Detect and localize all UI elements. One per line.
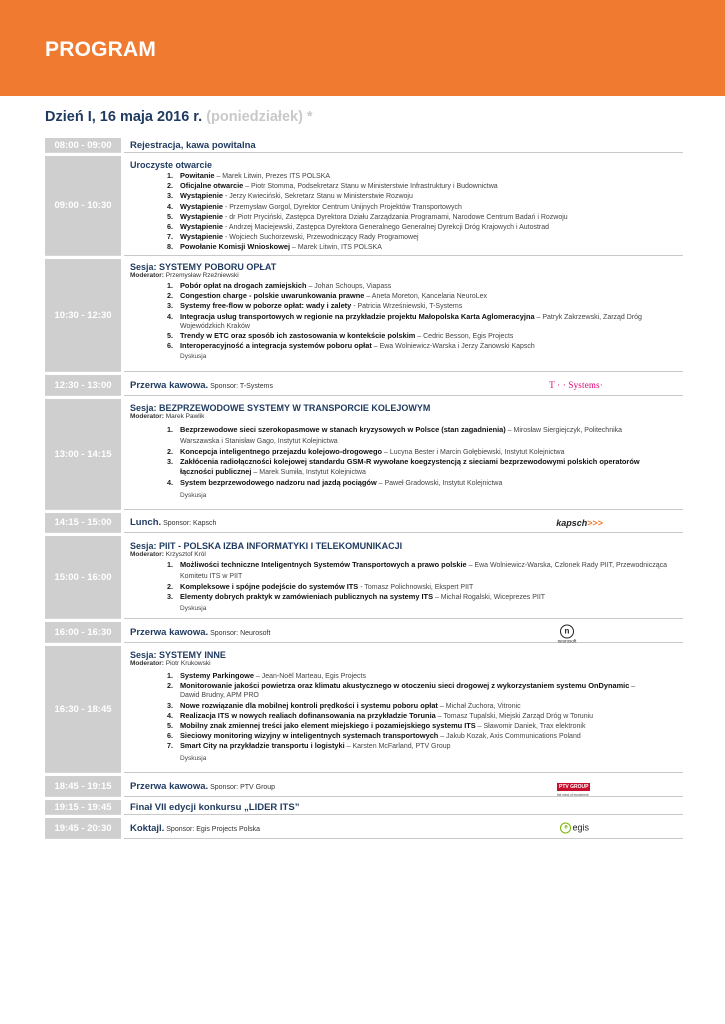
item-title: System bezprzewodowego nadzoru nad jazdą pociągów [180,477,377,487]
item-speaker: – Michał Żuchora, Vitronic [437,702,521,710]
schedule-row-coffee-break-1 [45,375,683,396]
row-content [124,776,683,797]
time-slot: 19:45 - 20:30 [45,818,121,839]
list-item [130,191,683,201]
item-number: 1. [167,281,173,290]
discussion-label: Dyskusja [180,754,207,762]
list-item [130,181,683,191]
list-item [130,281,683,291]
session-title: Sesja: SYSTEMY INNE [130,650,226,660]
item-speaker: – Michał Rogalski, Wiceprezes PIIT [433,594,546,602]
session-title: Uroczyste otwarcie [130,160,213,170]
sponsor-text: Sponsor: Kapsch [161,520,217,527]
egis-logo [560,822,589,833]
item-number: 7. [167,741,173,751]
schedule-row-opening [45,156,683,256]
item-number: 5. [167,211,173,221]
row-title: Rejestracja, kawa powitalna [130,140,256,151]
item-title: Realizacja ITS w nowych realiach dofinansowania na przykładzie Torunia [180,710,436,720]
list-item [130,457,683,477]
page-title: PROGRAM [45,38,157,61]
item-speaker: – Marek Litwin, Prezes ITS POLSKA [214,173,331,180]
break-title: Przerwa kawowa. [130,380,209,391]
item-speaker: – Sławomir Daniek, Trax elektronik [475,723,586,731]
kapsch-logo-text: kapsch [556,517,588,528]
list-item [130,447,683,457]
ptv-group-logo [557,775,593,797]
item-title: Wystąpienie [180,232,223,242]
time-slot: 18:45 - 19:15 [45,776,121,797]
moderator-label: Moderator: [130,660,164,667]
row-content [124,156,683,256]
list-item [130,171,683,181]
schedule-row-rail-session [45,399,683,510]
item-title: Powołanie Komisji Wnioskowej [180,242,291,252]
item-speaker: – Lucyna Bester i Marcin Gołębiewski, Instytut Kolejnictwa [382,449,565,456]
time-slot: 15:00 - 16:00 [45,536,121,619]
item-title: Nowe rozwiązanie dla mobilnej kontroli prędkości i systemu poboru opłat [180,700,438,710]
item-speaker: – Jean-Noël Marteau, Egis Projects [253,673,367,680]
item-title: Koncepcja inteligentnego przejazdu kolejowo-drogowego [180,447,383,456]
list-item [130,582,683,592]
item-title: Kompleksowe i spójne podejście do systemów ITS [180,582,359,591]
time-slot: 16:30 - 18:45 [45,646,121,773]
item-speaker: - Andrzej Maciejewski, Zastępca Dyrektora Generalnego Generalnej Dyrekcji Dróg Krajowych i Autostrad [223,224,550,232]
row-content [124,622,683,643]
sponsor-text: Sponsor: T-Systems [208,383,273,390]
list-item [130,711,683,721]
item-speaker: – Dawid Brudny, APM PRO [180,683,636,700]
item-number: 2. [167,181,173,191]
row-content [124,399,683,510]
agenda-list [130,281,683,351]
item-speaker: – Ewa Wolniewicz-Warska, Członek Rady PIIT, Przewodnicząca Komitetu ITS w PIIT [180,562,668,580]
list-item [130,331,683,341]
schedule-row-registration [45,138,683,153]
item-number: 5. [167,331,173,341]
item-number: 2. [167,291,173,301]
moderator [130,660,683,668]
schedule-row-final [45,800,683,815]
item-speaker: – Jakub Kozak, Axis Communications Poland [438,733,581,741]
agenda-list [130,671,683,752]
time-slot: 09:00 - 10:30 [45,156,121,256]
session-title: Sesja: BEZPRZEWODOWE SYSTEMY W TRANSPORCIE KOLEJOWYM [130,403,431,413]
item-number: 7. [167,232,173,242]
item-title: Oficjalne otwarcie [180,181,244,191]
header-banner [0,0,725,96]
sponsor-text: Sponsor: PTV Group [208,784,276,791]
row-title [130,626,683,640]
time-slot: 14:15 - 15:00 [45,513,121,533]
moderator-name: Marek Pawlik [163,413,205,420]
list-item [130,232,683,242]
row-content [124,646,683,773]
neurosoft-logo-text: neurosoft [557,638,577,644]
item-number: 2. [167,582,173,591]
item-title: Wystąpienie [180,201,223,211]
item-title: Smart City na przykładzie transportu i logistyki [180,741,345,751]
egis-logo-text: egis [572,822,589,833]
kapsch-arrows-icon: >>> [587,517,603,528]
break-title: Koktajl. [130,823,165,834]
item-number: 1. [167,425,173,434]
item-title: Zakłócenia radiołączności kolejowej standardu GSM-R wywołane koegzystencją z sieciami bezprzewodowymi polskich operatorów łączności publicznej [180,457,640,477]
session-title: Sesja: SYSTEMY POBORU OPŁAT [130,262,277,272]
list-item [130,721,683,731]
list-item [130,312,683,331]
schedule-table [45,138,683,842]
item-number: 1. [167,560,173,569]
item-number: 5. [167,721,173,731]
item-number: 6. [167,222,173,232]
item-speaker: - Wojciech Suchorzewski, Przewodniczący Rady Programowej [223,234,419,242]
item-title: Monitorowanie jakości powietrza oraz klimatu akustycznego w otoczeniu sieci drogowej z wykorzystaniem systemu OnDynamic [180,681,630,691]
schedule-row-cocktail [45,818,683,839]
item-title: Integracja usług transportowych w regionie na przykładzie projektu Małopolska Karta Aglomeracyjna [180,311,535,321]
item-speaker: – Mirosław Siergiejczyk, Politechnika Warszawska i Stanisław Gago, Instytut Kolejnictwa [180,427,623,445]
time-slot: 19:15 - 19:45 [45,800,121,815]
list-item [130,291,683,301]
item-number: 4. [167,710,173,720]
item-number: 1. [167,171,173,180]
item-number: 3. [167,592,173,602]
list-item [130,701,683,711]
agenda-list [130,424,683,488]
time-slot: 12:30 - 13:00 [45,375,121,396]
moderator-name: Przemysław Rzeźniewski [163,272,239,279]
item-title: Pobór opłat na drogach zamiejskich [180,281,307,290]
list-item [130,681,683,700]
moderator [130,272,683,280]
row-content [124,375,683,396]
break-title: Lunch. [130,517,162,528]
list-item [130,478,683,488]
item-number: 4. [167,477,173,487]
item-title: Wystąpienie [180,222,223,232]
day-title: Dzień I, 16 maja 2016 r. [45,109,203,125]
time-slot: 13:00 - 14:15 [45,399,121,510]
ptv-logo-box: PTV GROUP [559,784,589,790]
moderator-label: Moderator: [130,551,164,558]
item-title: Możliwości techniczne Inteligentnych Systemów Transportowych a prawo polskie [180,560,467,569]
row-title: Finał VII edycji konkursu „LIDER ITS” [130,802,300,813]
moderator-name: Krzysztof Król [163,551,206,558]
item-speaker: - dr Piotr Pryciński, Zastępca Dyrektora Działu Zarządzania Programami, Narodowe Centrum Badań i Rozwoju [223,213,568,221]
item-title: Sieciowy monitoring wizyjny w inteligentnych systemach transportowych [180,731,439,741]
moderator [130,551,683,559]
list-item [130,592,683,602]
item-number: 3. [167,700,173,710]
item-speaker: - Jerzy Kwieciński, Sekretarz Stanu w Ministerstwie Rozwoju [223,193,413,201]
list-item [130,671,683,681]
list-item [130,242,683,252]
list-item [130,222,683,232]
moderator-name: Piotr Krukowski [163,660,211,667]
item-speaker: – Paweł Gradowski, Instytut Kolejnictwa [376,479,503,487]
item-number: 8. [167,242,173,252]
schedule-row-coffee-break-2 [45,622,683,643]
item-title: Trendy w ETC oraz sposób ich zastosowania w kontekście polskim [180,331,416,341]
row-content [124,818,683,839]
item-title: Elementy dobrych praktyk w zamówieniach publicznych na systemy ITS [180,592,434,602]
time-slot: 10:30 - 12:30 [45,259,121,372]
list-item [130,560,683,582]
egis-icon: e [560,823,571,834]
agenda-list [130,171,683,253]
item-speaker: - Przemysław Gorgol, Dyrektor Centrum Unijnych Projektów Transportowych [223,203,462,211]
time-slot: 16:00 - 16:30 [45,622,121,643]
row-content [124,536,683,619]
item-number: 2. [167,681,173,691]
item-speaker: – Marek Sumiła, Instytut Kolejnictwa [251,469,366,477]
item-speaker: – Aneta Moreton, Kancelaria NeuroLex [364,293,487,301]
item-number: 4. [167,201,173,211]
moderator [130,413,683,421]
discussion-label: Dyskusja [180,491,207,499]
row-content [124,259,683,372]
schedule-row-lunch [45,513,683,533]
item-number: 3. [167,301,173,311]
item-speaker: – Piotr Stomma, Podsekretarz Stanu w Ministerstwie Infrastruktury i Budownictwa [243,183,498,191]
item-speaker: – Ewa Wolniewicz-Warska i Jerzy Żanowski Kapsch [371,343,535,351]
item-number: 6. [167,341,173,351]
row-content [124,138,683,153]
list-item [130,212,683,222]
list-item [130,341,683,351]
neurosoft-icon: n [560,625,574,639]
item-number: 1. [167,671,173,680]
kapsch-logo [556,518,603,528]
item-title: Mobilny znak zmiennej treści jako element miejskiego i pozamiejskiego systemu ITS [180,721,476,731]
list-item [130,741,683,751]
item-number: 3. [167,457,173,467]
sponsor-text: Sponsor: Egis Projects Polska [164,826,261,833]
item-speaker: - Patricia Wrześniewski, T-Systems [351,303,463,311]
discussion-label: Dyskusja [180,353,207,361]
schedule-row-coffee-break-3 [45,776,683,797]
item-title: Bezprzewodowe sieci szerokopasmowe w stanach kryzysowych w Polsce (stan zagadnienia) [180,425,506,434]
moderator-label: Moderator: [130,272,164,279]
list-item [130,202,683,212]
moderator-label: Moderator: [130,413,164,420]
row-content [124,800,683,815]
break-title: Przerwa kawowa. [130,781,209,792]
time-slot: 08:00 - 09:00 [45,138,121,153]
list-item [130,301,683,311]
row-content [124,513,683,533]
t-systems-logo: T · · Systems· [549,380,603,390]
item-speaker: – Karsten McFarland, PTV Group [344,743,451,751]
ptv-tagline: the mind of movement [557,793,589,797]
item-speaker: - Tomasz Polichnowski, Ekspert PIIT [358,584,474,591]
agenda-list [130,560,683,602]
item-number: 3. [167,191,173,201]
item-speaker: – Cedric Besson, Egis Projects [415,333,514,341]
item-title: Wystąpienie [180,211,223,221]
row-title [130,822,683,836]
break-title: Przerwa kawowa. [130,627,209,638]
item-speaker: – Marek Litwin, ITS POLSKA [290,244,382,252]
item-title: Systemy free-flow w poborze opłat: wady i zalety [180,301,352,311]
list-item [130,424,683,447]
item-title: Powitanie [180,171,215,180]
schedule-row-toll-session [45,259,683,372]
item-title: Systemy Parkingowe [180,671,254,680]
item-number: 4. [167,311,173,321]
item-number: 6. [167,731,173,741]
item-speaker: – Patryk Zakrzewski, Zarząd Dróg Wojewódzkich Kraków [180,313,642,330]
item-title: Interoperacyjność a integracja systemów poboru opłat [180,341,372,351]
item-speaker: – Tomasz Tupalski, Miejski Zarząd Dróg w Toruniu [435,712,594,720]
sponsor-text: Sponsor: Neurosoft [208,630,271,637]
list-item [130,731,683,741]
day-heading [45,109,313,125]
item-speaker: – Johan Schoups, Viapass [306,283,392,290]
discussion-label: Dyskusja [180,605,207,613]
item-title: Congestion charge - polskie uwarunkowania prawne [180,291,365,301]
neurosoft-logo [547,621,587,644]
item-title: Wystąpienie [180,191,223,201]
row-title [130,780,683,794]
item-number: 2. [167,447,173,456]
session-title: Sesja: PIIT - POLSKA IZBA INFORMATYKI I TELEKOMUNIKACJI [130,541,403,551]
schedule-row-other-session [45,646,683,773]
day-weekday: (poniedziałek) * [206,109,313,125]
schedule-row-piit-session [45,536,683,619]
